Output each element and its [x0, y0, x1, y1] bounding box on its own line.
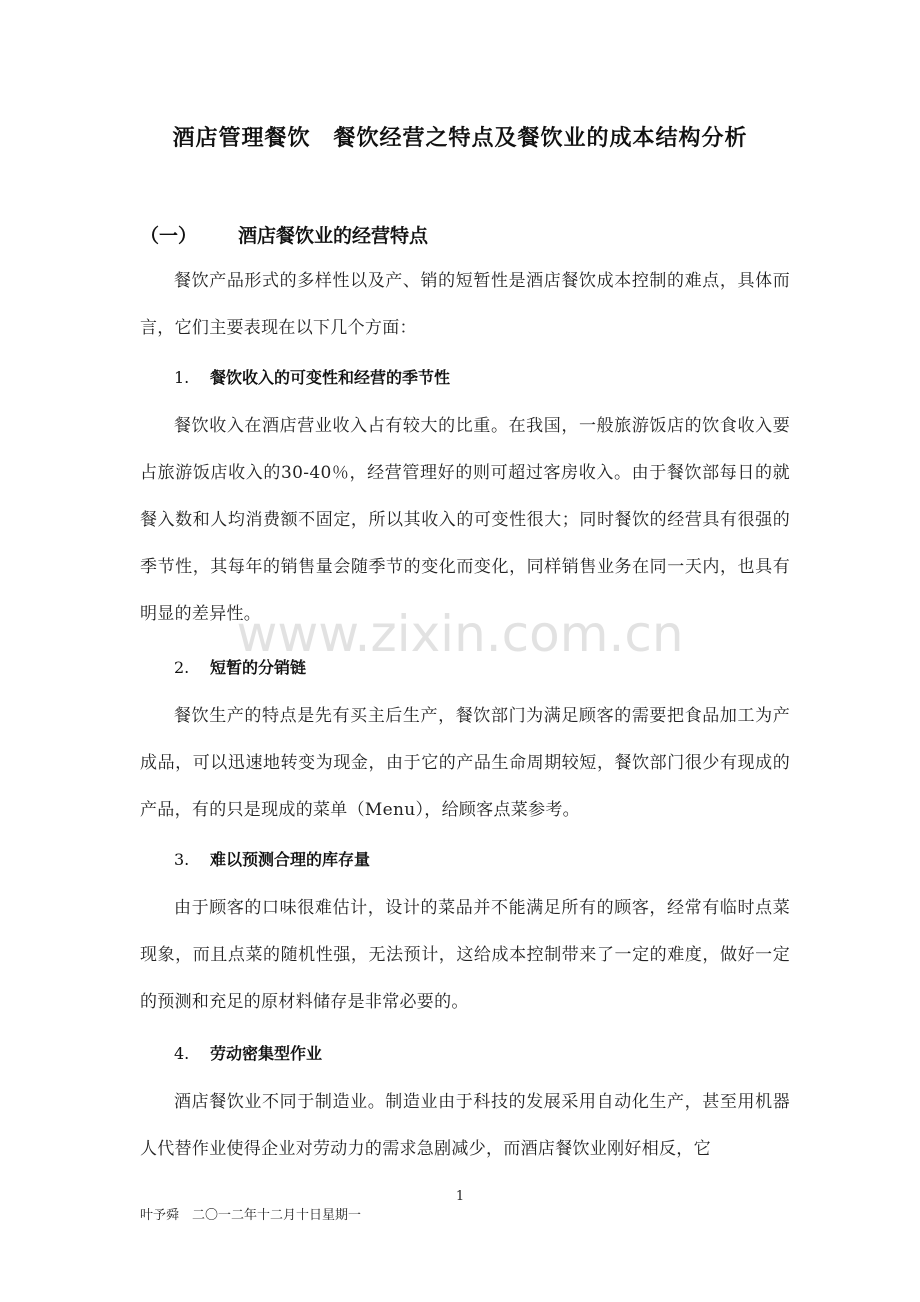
- item-paragraph: 酒店餐饮业不同于制造业。制造业由于科技的发展采用自动化生产，甚至用机器人代替作业使得企业对劳动力的需求急剧减少，而酒店餐饮业刚好相反，它: [140, 1092, 790, 1159]
- item-1: [140, 358, 790, 638]
- item-heading: [140, 1034, 790, 1074]
- item-heading-text: 短暂的分销链: [210, 658, 307, 677]
- item-2: [140, 648, 790, 834]
- item-heading: [140, 358, 790, 398]
- item-heading-text: 餐饮收入的可变性和经营的季节性: [210, 368, 451, 387]
- item-4: [140, 1034, 790, 1173]
- item-3: [140, 840, 790, 1026]
- item-paragraph: 餐饮收入在酒店营业收入占有较大的比重。在我国，一般旅游饭店的饮食收入要占旅游饭店收入的30-40％，经营管理好的则可超过客房收入。由于餐饮部每日的就餐入数和人均消费额不固定，所以其收入的可变性很大；同时餐饮的经营具有很强的季节性，其每年的销售量会随季节的变化而变化，同样销售业务在同一天内，也具有明显的差异性。: [140, 416, 790, 624]
- intro-block: [140, 258, 790, 352]
- page-number: 1: [455, 1189, 465, 1204]
- item-paragraph: 餐饮生产的特点是先有买主后生产，餐饮部门为满足顾客的需要把食品加工为产成品，可以迅速地转变为现金，由于它的产品生命周期较短，餐饮部门很少有现成的产品，有的只是现成的菜单（Menu），给顾客点菜参考。: [140, 706, 790, 820]
- item-number: 1.: [174, 368, 190, 387]
- item-number: 4.: [174, 1044, 190, 1063]
- item-heading: [140, 840, 790, 880]
- item-number: 2.: [174, 658, 190, 677]
- footer-author-date: 叶予舜 二〇一二年十二月十日星期一: [140, 1208, 362, 1223]
- item-heading-text: 劳动密集型作业: [210, 1044, 323, 1063]
- section-heading: [140, 218, 428, 254]
- section-title: 酒店餐饮业的经营特点: [238, 225, 429, 247]
- watermark: www.zixin.com.cn: [236, 605, 684, 663]
- item-heading: [140, 648, 790, 688]
- item-heading-text: 难以预测合理的库存量: [210, 850, 371, 869]
- section-number: （一）: [140, 225, 198, 247]
- intro-paragraph: 餐饮产品形式的多样性以及产、销的短暂性是酒店餐饮成本控制的难点，具体而言，它们主要表现在以下几个方面：: [140, 271, 790, 338]
- item-number: 3.: [174, 850, 190, 869]
- document-title: 酒店管理餐饮 餐饮经营之特点及餐饮业的成本结构分析: [172, 126, 748, 151]
- item-paragraph: 由于顾客的口味很难估计，设计的菜品并不能满足所有的顾客，经常有临时点菜现象，而且点菜的随机性强，无法预计，这给成本控制带来了一定的难度，做好一定的预测和充足的原材料储存是非常必要的。: [140, 898, 790, 1012]
